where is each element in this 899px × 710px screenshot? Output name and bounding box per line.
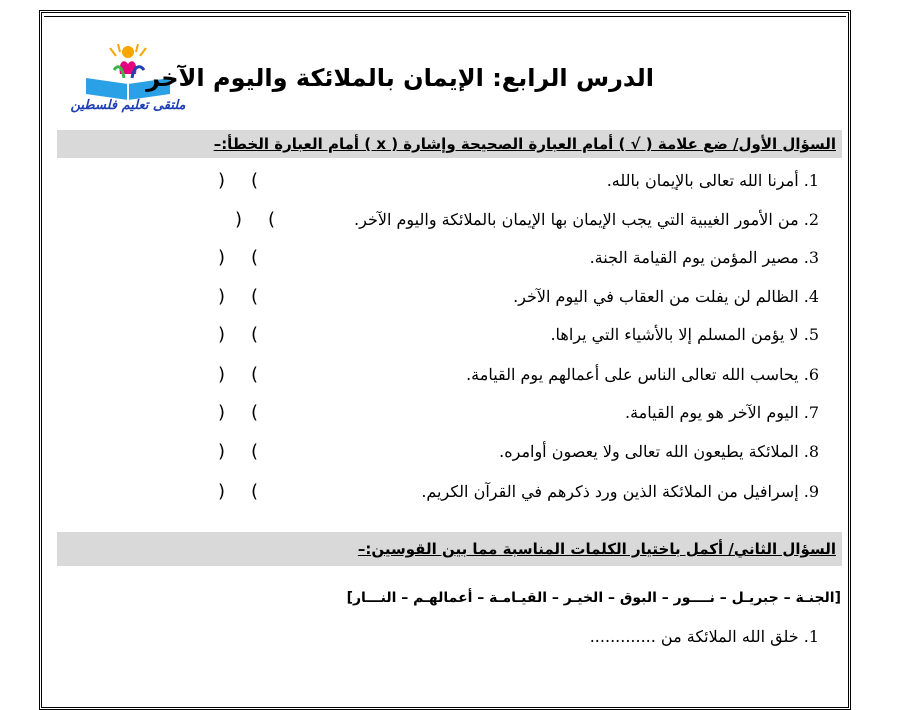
answer-box-9[interactable]: ) ( — [218, 481, 258, 502]
question1-item-5: 5. لا يؤمن المسلم إلا بالأشياء التي يراها. — [550, 325, 819, 344]
question1-item-4: 4. الظالم لن يفلت من العقاب في اليوم الآخر. — [513, 287, 819, 306]
word-bank: [الجنـة – جبريـل – نــــور – البوق – الخيـر – القيـامـة – أعمالهـم – النـــار] — [346, 590, 841, 606]
question1-item-7: 7. اليوم الآخر هو يوم القيامة. — [625, 403, 819, 422]
lesson-title: الدرس الرابع: الإيمان بالملائكة واليوم الآخر — [146, 64, 654, 92]
answer-box-7[interactable]: ) ( — [218, 402, 258, 423]
answer-box-1[interactable]: ) ( — [218, 170, 258, 191]
top-rule — [44, 16, 846, 17]
answer-box-8[interactable]: ) ( — [218, 441, 258, 462]
answer-box-4[interactable]: ) ( — [218, 286, 258, 307]
question1-item-3: 3. مصير المؤمن يوم القيامة الجنة. — [589, 248, 819, 267]
answer-box-6[interactable]: ) ( — [218, 364, 258, 385]
question1-item-1: 1. أمرنا الله تعالى بالإيمان بالله. — [606, 171, 819, 190]
question1-item-6: 6. يحاسب الله تعالى الناس على أعمالهم يوم القيامة. — [466, 365, 819, 384]
question1-item-8: 8. الملائكة يطيعون الله تعالى ولا يعصون أوامره. — [499, 442, 819, 461]
question2-heading: السؤال الثاني/ أكمل باختيار الكلمات المناسبة مما بين القوسين:– — [57, 532, 842, 566]
answer-box-5[interactable]: ) ( — [218, 324, 258, 345]
answer-box-3[interactable]: ) ( — [218, 247, 258, 268]
answer-box-2[interactable]: ) ( — [235, 209, 275, 230]
question1-item-2: 2. من الأمور الغيبية التي يجب الإيمان بها الإيمان بالملائكة واليوم الآخر. — [354, 210, 819, 229]
question1-heading: السؤال الأول/ ضع علامة ( √ ) أمام العبارة الصحيحة وإشارة ( x ) أمام العبارة الخطأ:– — [57, 130, 842, 158]
logo-text: ملتقى تعليم فلسطين — [70, 98, 186, 113]
question1-item-9: 9. إسرافيل من الملائكة الذين ورد ذكرهم في القرآن الكريم. — [421, 482, 819, 501]
question2-item-1[interactable]: 1. خلق الله الملائكة من ............. — [589, 627, 819, 646]
